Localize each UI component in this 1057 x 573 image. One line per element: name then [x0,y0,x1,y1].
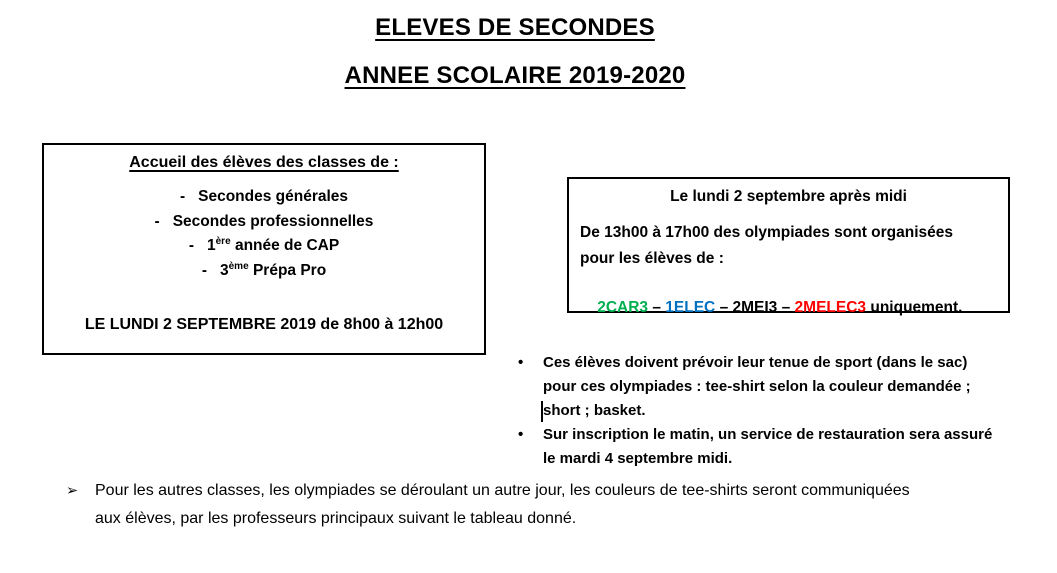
class-list-item [44,259,484,284]
olympiades-box [567,177,1010,316]
bullet-line: Ces élèves doivent prévoir leur tenue de sport (dans le sac) [543,354,968,371]
dash-bullet: - [201,261,207,279]
bullet-text [543,423,992,471]
dash-bullet: - [188,237,194,254]
footnote [66,477,1016,532]
bullet-line: le mardi 4 septembre midi. [543,450,733,467]
bullet-item [518,351,1054,423]
class-code-2car3: 2CAR3 [597,299,649,316]
document-subtitle [0,62,1030,90]
separator-dash: – [777,299,795,316]
footnote-line: aux élèves, par les professeurs principaux suivant le tableau donné. [95,509,577,527]
footnote-line: Pour les autres classes, les olympiades se déroulant un autre jour, les couleurs de tee-shirts seront communiquées [95,482,910,499]
bullet-text [543,351,971,423]
olympiades-body-line: pour les élèves de : [580,250,724,267]
class-list-item [44,185,484,210]
class-list-item-label: 1ère année de CAP [207,235,340,254]
class-list-item-label: Secondes professionnelles [172,212,374,230]
olympiades-box-body [580,220,997,272]
sport-bullets [518,351,1054,471]
welcome-box [42,143,486,355]
welcome-box-heading: Accueil des élèves des classes de : [129,154,399,171]
text-cursor [541,401,543,422]
class-code-1elec: 1ELEC [665,299,716,316]
ordinal-superscript: ère [215,235,231,247]
document-title [0,14,1030,42]
arrow-bullet-icon: ➢ [66,483,79,499]
class-codes-suffix: uniquement. [866,299,963,316]
document-subtitle-text: ANNEE SCOLAIRE 2019-2020 [344,62,686,89]
class-list-item-label: 3ème Prépa Pro [220,260,327,279]
class-list-item-label: Secondes générales [198,188,349,205]
separator-dash: – [715,299,733,316]
dash-bullet: - [179,188,186,205]
bullet-item [518,423,1054,471]
footnote-text [95,477,910,532]
bullet-marker-icon: • [518,354,524,371]
olympiades-body-line: De 13h00 à 17h00 des olympiades sont organisées [580,224,954,241]
separator-dash: – [648,299,666,316]
class-list-item [44,234,484,259]
olympiades-box-title: Le lundi 2 septembre après midi [670,188,907,205]
class-code-2melec3: 2MELEC3 [794,299,867,316]
document-title-text: ELEVES DE SECONDES [375,14,655,41]
class-list [44,185,484,283]
class-code-2mei3: 2MEI3 [732,299,778,316]
dash-bullet: - [154,212,160,230]
bullet-line: short ; basket. [543,402,646,419]
bullet-line: Sur inscription le matin, un service de restauration sera assuré [543,426,993,443]
ordinal-superscript: ème [228,260,249,272]
class-list-item [44,210,484,235]
class-codes-line [580,281,997,335]
bullet-marker-icon: • [518,426,524,443]
welcome-box-schedule: LE LUNDI 2 SEPTEMBRE 2019 de 8h00 à 12h00 [84,316,444,333]
bullet-line: pour ces olympiades : tee-shirt selon la couleur demandée ; [543,378,971,395]
